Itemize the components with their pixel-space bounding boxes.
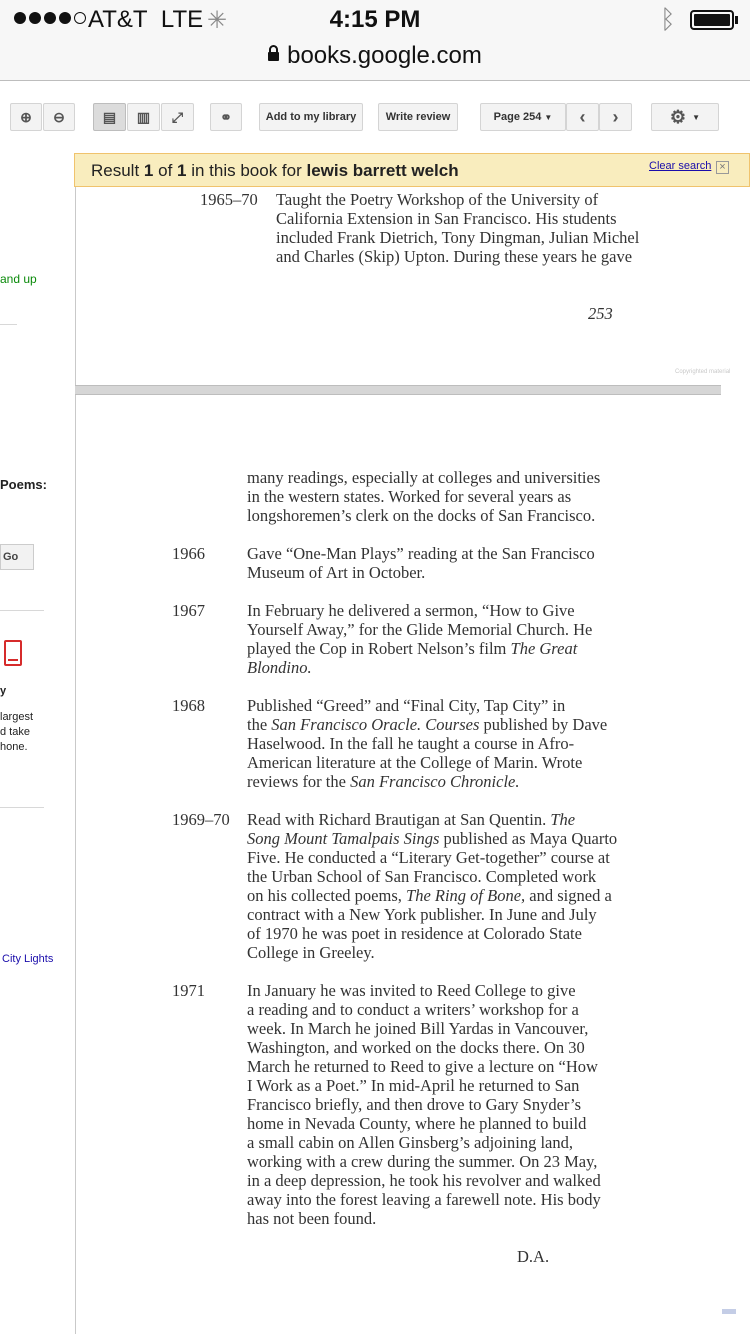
page-selector[interactable] bbox=[480, 103, 566, 131]
bluetooth-icon: ᛒ bbox=[660, 4, 676, 34]
go-button[interactable]: Go bbox=[0, 544, 34, 570]
entry-year: 1965–70 bbox=[200, 190, 258, 209]
text-line: the San Francisco Oracle. Courses published by Dave bbox=[247, 715, 608, 734]
zoom-in-button[interactable] bbox=[10, 103, 42, 131]
page-253 bbox=[75, 187, 722, 385]
text-line: Yourself Away,” for the Glide Memorial Church. He bbox=[247, 620, 593, 639]
single-page-icon: ▤ bbox=[102, 108, 117, 125]
sidebar-fragment: y bbox=[0, 685, 7, 697]
text-line: played the Cop in Robert Nelson’s film The Great bbox=[247, 639, 578, 658]
text-line: College in Greeley. bbox=[247, 943, 375, 962]
text-line: I Work as a Poet.” In mid-April he returned to San bbox=[247, 1076, 580, 1095]
link-button[interactable] bbox=[210, 103, 242, 131]
page-separator bbox=[75, 385, 721, 395]
entry-year: 1967 bbox=[172, 601, 205, 620]
text-line: and Charles (Skip) Upton. During these years he gave bbox=[276, 247, 633, 266]
settings-button[interactable] bbox=[651, 103, 719, 131]
link-icon: ⚭ bbox=[220, 108, 232, 125]
text-line: week. In March he joined Bill Yardas in Vancouver, bbox=[247, 1019, 589, 1038]
text-line: In February he delivered a sermon, “How to Give bbox=[247, 601, 575, 620]
sidebar-heading: Poems: bbox=[0, 477, 47, 492]
page-number: 253 bbox=[588, 304, 613, 323]
sidebar-fragment: and up bbox=[0, 272, 37, 286]
text-line: in the western states. Worked for several years as bbox=[247, 487, 572, 506]
fullscreen-icon: ⤢ bbox=[171, 108, 184, 125]
address-bar[interactable] bbox=[0, 40, 750, 81]
add-to-library-button[interactable]: Add to my library bbox=[259, 103, 363, 131]
entry-text bbox=[276, 190, 651, 266]
lock-icon bbox=[268, 52, 279, 61]
text-line: In January he was invited to Reed College to give bbox=[247, 981, 576, 1000]
copyright-watermark: Copyrighted material bbox=[675, 369, 731, 375]
text-line: working with a crew during the summer. On 23 May, bbox=[247, 1152, 598, 1171]
single-page-view-button[interactable] bbox=[93, 103, 126, 131]
entry-text bbox=[247, 981, 622, 1228]
clock: 4:15 PM bbox=[329, 6, 421, 33]
ebook-icon bbox=[4, 640, 22, 666]
entry-text bbox=[247, 544, 622, 582]
zoom-out-icon: ⊖ bbox=[53, 108, 65, 125]
text-line: home in Nevada County, where he planned to build bbox=[247, 1114, 587, 1133]
text-line: Blondino. bbox=[247, 658, 312, 677]
search-result-text: Result 1 of 1 in this book for lewis barrett welch bbox=[91, 161, 459, 180]
text-line: of 1970 he was poet in residence at Colorado State bbox=[247, 924, 582, 943]
text-line: many readings, especially at colleges and universities bbox=[247, 468, 601, 487]
sidebar-description bbox=[0, 710, 33, 755]
text-line: Read with Richard Brautigan at San Quentin. The bbox=[247, 810, 576, 829]
activity-spinner-icon: ✳ bbox=[207, 7, 228, 34]
url-text: books.google.com bbox=[287, 42, 482, 69]
text-line: Haselwood. In the fall he taught a course in Afro- bbox=[247, 734, 575, 753]
entry-year: 1971 bbox=[172, 981, 205, 1000]
text-line: American literature at the College of Marin. Wrote bbox=[247, 753, 583, 772]
search-result-banner bbox=[74, 153, 750, 187]
entry-year: 1966 bbox=[172, 544, 205, 563]
status-bar bbox=[0, 0, 750, 40]
result-index: 1 bbox=[143, 161, 154, 180]
network-label: LTE bbox=[160, 6, 204, 33]
text-line: reviews for the San Francisco Chronicle. bbox=[247, 772, 520, 791]
battery-icon bbox=[690, 10, 734, 30]
author-initials: D.A. bbox=[517, 1247, 550, 1266]
scroll-indicator[interactable] bbox=[722, 1309, 736, 1314]
divider bbox=[0, 807, 44, 808]
chevron-right-icon: › bbox=[612, 106, 619, 127]
text-line: contract with a New York publisher. In June and July bbox=[247, 905, 597, 924]
viewer-scrollbar[interactable] bbox=[721, 187, 750, 1334]
sidebar-line: largest bbox=[0, 711, 34, 723]
text-line: a reading and to conduct a writers’ workshop for a bbox=[247, 1000, 579, 1019]
text-line: on his collected poems, The Ring of Bone, and signed a bbox=[247, 886, 612, 905]
text-line: Song Mount Tamalpais Sings published as Maya Quarto bbox=[247, 829, 618, 848]
chevron-down-icon: ▼ bbox=[544, 112, 553, 122]
page-254 bbox=[75, 395, 722, 1334]
fullscreen-button[interactable] bbox=[161, 103, 194, 131]
text-line: Museum of Art in October. bbox=[247, 563, 426, 582]
text-line: included Frank Dietrich, Tony Dingman, Julian Michel bbox=[276, 228, 640, 247]
text-line: away into the forest leaving a farewell note. His body bbox=[247, 1190, 601, 1209]
zoom-in-icon: ⊕ bbox=[20, 108, 32, 125]
two-page-view-button[interactable] bbox=[127, 103, 160, 131]
continuation-text bbox=[247, 468, 622, 525]
text-line: Taught the Poetry Workshop of the University of bbox=[276, 190, 599, 209]
next-page-button[interactable] bbox=[599, 103, 632, 131]
chevron-left-icon: ‹ bbox=[579, 106, 586, 127]
search-query: lewis barrett welch bbox=[306, 161, 459, 180]
text-line: Francisco briefly, and then drove to Gary Snyder’s bbox=[247, 1095, 582, 1114]
book-toolbar bbox=[0, 81, 750, 153]
city-lights-link[interactable]: City Lights bbox=[2, 953, 54, 965]
text-line: California Extension in San Francisco. His students bbox=[276, 209, 617, 228]
divider bbox=[0, 610, 44, 611]
write-review-button[interactable]: Write review bbox=[378, 103, 458, 131]
entry-year: 1969–70 bbox=[172, 810, 230, 829]
page-selector-label: Page 254 bbox=[493, 111, 542, 123]
result-total: 1 bbox=[177, 161, 187, 180]
text-line: March he returned to Reed to give a lecture on “How bbox=[247, 1057, 598, 1076]
zoom-out-button[interactable] bbox=[43, 103, 75, 131]
text-line: has not been found. bbox=[247, 1209, 377, 1228]
entry-text bbox=[247, 810, 622, 962]
text-line: Five. He conducted a “Literary Get-together” course at bbox=[247, 848, 610, 867]
entry-year: 1968 bbox=[172, 696, 205, 715]
sidebar-line: hone. bbox=[0, 741, 28, 753]
carrier-label: AT&T LTE bbox=[88, 6, 204, 33]
text-line: Gave “One-Man Plays” reading at the San Francisco bbox=[247, 544, 595, 563]
entry-text bbox=[247, 601, 622, 677]
divider bbox=[0, 324, 17, 325]
text-line: longshoremen’s clerk on the docks of San Francisco. bbox=[247, 506, 596, 525]
two-page-icon: ▥ bbox=[136, 108, 151, 125]
entry-text bbox=[247, 696, 622, 791]
previous-page-button[interactable] bbox=[566, 103, 599, 131]
gear-icon: ⚙ bbox=[669, 106, 687, 127]
text-line: a small cabin on Allen Ginsberg’s adjoining land, bbox=[247, 1133, 573, 1152]
chevron-down-icon: ▼ bbox=[692, 112, 701, 122]
clear-search-link[interactable]: Clear search bbox=[649, 160, 712, 172]
close-icon[interactable]: × bbox=[716, 161, 729, 174]
text-line: Published “Greed” and “Final City, Tap City” in bbox=[247, 696, 566, 715]
text-line: the Urban School of San Francisco. Completed work bbox=[247, 867, 597, 886]
text-line: Washington, and worked on the docks there. On 30 bbox=[247, 1038, 585, 1057]
sidebar-line: d take bbox=[0, 726, 30, 738]
text-line: in a deep depression, he took his revolver and walked bbox=[247, 1171, 601, 1190]
